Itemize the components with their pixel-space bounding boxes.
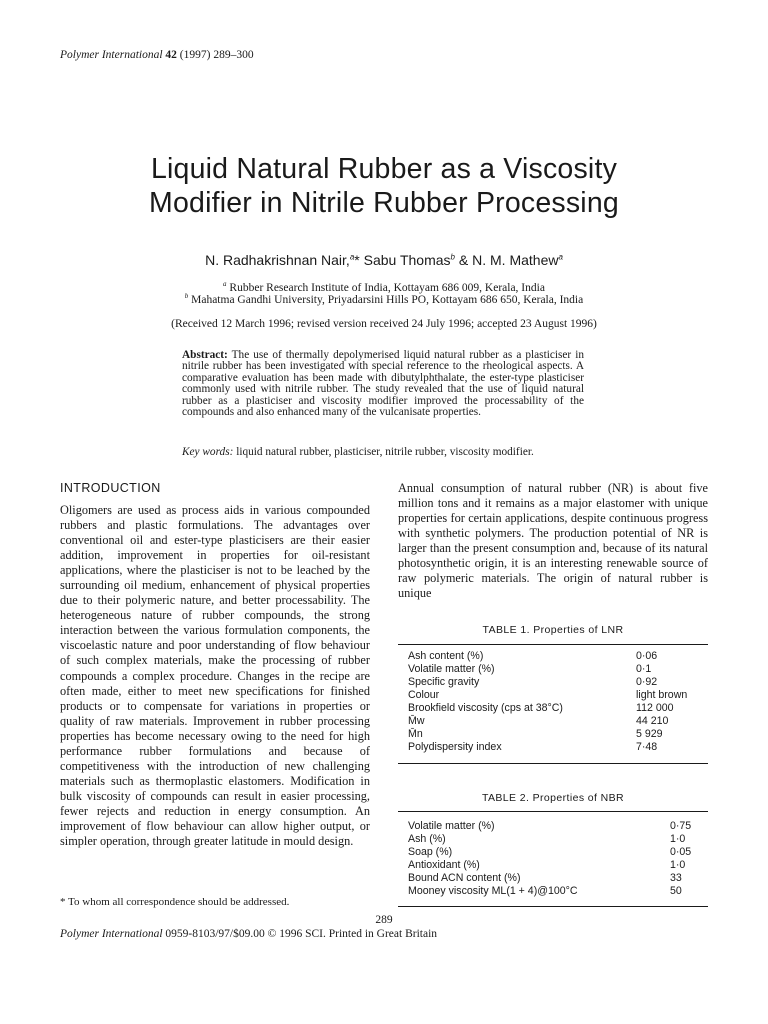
footer-journal: Polymer International — [60, 928, 163, 940]
property-label: M̄n — [408, 728, 423, 740]
affiliation-mark: b — [184, 292, 189, 300]
table-row — [398, 689, 708, 702]
table-row — [398, 833, 708, 846]
property-label: Specific gravity — [408, 676, 480, 688]
table-row — [398, 676, 708, 689]
table-2 — [398, 820, 708, 898]
table-row — [398, 663, 708, 676]
property-label: Volatile matter (%) — [408, 663, 495, 675]
footer-copyright: 0959-8103/97/$09.00 © 1996 SCI. Printed in Great Britain — [165, 928, 438, 940]
table-row — [398, 650, 708, 663]
keywords-text: liquid natural rubber, plasticiser, nitrile rubber, viscosity modifier. — [236, 446, 534, 458]
property-label: Volatile matter (%) — [408, 820, 495, 832]
table-row — [398, 728, 708, 741]
table-row — [398, 859, 708, 872]
corresponding-mark: * — [354, 252, 360, 268]
correspondence-footnote: * To whom all correspondence should be addressed. — [60, 896, 290, 908]
property-label: Polydispersity index — [408, 741, 502, 753]
affiliation-b — [40, 292, 728, 306]
property-label: M̄w — [408, 715, 425, 727]
title-line-1: Liquid Natural Rubber as a Viscosity — [150, 153, 618, 185]
property-value: 0·06 — [636, 650, 658, 662]
property-label: Colour — [408, 689, 440, 701]
table-2-caption: TABLE 2. Properties of NBR — [481, 792, 625, 804]
author-1-affil: a — [349, 252, 355, 262]
property-value: 33 — [670, 872, 682, 884]
affiliation-text: Rubber Research Institute of India, Kottayam 686 009, Kerala, India — [229, 281, 545, 294]
volume-number: 42 — [165, 49, 177, 61]
table-2-bottom-rule — [398, 906, 708, 907]
author-2-affil: b — [450, 252, 455, 262]
intro-paragraph-left: Oligomers are used as process aids in various compounded rubbers and plastic formulations. The advantages over conventional oil and ester-type plasticisers are their easier addition, improvement in properties for oil-resistant applications, where the plasticiser is not to be leached by the surrounding oil medium, enhancement of physical properties due to their polymeric nature, and better processability. The heterogeneous nature of rubber compounds, the strong interaction between the various formulation components, the viscoelastic nature and poor understanding of flow behaviour of such complex materials, make the processing of rubber compounds a complex procedure. Changes in the recipe are often made, either to meet new specifications for finished products or to compensate for variations in properties or quality of raw materials. Improvement in rubber processing properties has become necessary owing to the need for high performance rubber formulations and because of competitiveness with the introduction of new challenging materials such as thermoplastic elastomers. Modification in bulk viscosity of compounds can result in easier processing, fewer rejects and reduction in energy consumption. An improvement of flow behaviour can allow higher output, or simpler operation, through greater latitude in mould design. — [60, 503, 370, 849]
table-row — [398, 702, 708, 715]
author-2: Sabu Thomas — [363, 252, 451, 268]
property-value: 1·0 — [670, 833, 686, 845]
author-list — [40, 252, 728, 268]
property-value: 1·0 — [670, 859, 686, 871]
keywords — [182, 446, 602, 458]
property-value: 0·05 — [670, 846, 692, 858]
property-label: Brookfield viscosity (cps at 38°C) — [408, 702, 563, 714]
running-header — [60, 49, 254, 61]
table-row — [398, 741, 708, 754]
table-1-caption: TABLE 1. Properties of LNR — [482, 624, 624, 636]
property-value: 44 210 — [636, 715, 669, 727]
table-row — [398, 872, 708, 885]
title-line-2: Modifier in Nitrile Rubber Processing — [149, 187, 619, 219]
property-label: Soap (%) — [408, 846, 453, 858]
table-1-bottom-rule — [398, 763, 708, 764]
property-value: 5 929 — [636, 728, 663, 740]
property-label: Mooney viscosity ML(1 + 4)@100°C — [408, 885, 578, 897]
property-label: Ash (%) — [408, 833, 446, 845]
author-3-affil: a — [558, 252, 563, 262]
abstract-label: Abstract: — [182, 349, 228, 361]
property-value: 0·75 — [670, 820, 692, 832]
page-number: 289 — [375, 914, 393, 926]
table-1-top-rule — [398, 644, 708, 645]
table-row — [398, 846, 708, 859]
section-heading: INTRODUCTION — [60, 481, 161, 495]
property-value: light brown — [636, 689, 688, 701]
property-label: Bound ACN content (%) — [408, 872, 521, 884]
table-row — [398, 820, 708, 833]
author-separator: & — [458, 252, 469, 268]
table-2-top-rule — [398, 811, 708, 812]
journal-name: Polymer International — [60, 49, 163, 61]
affiliation-mark: a — [223, 280, 227, 288]
keywords-label: Key words: — [182, 446, 234, 458]
property-label: Antioxidant (%) — [408, 859, 480, 871]
paper-title — [40, 152, 728, 220]
table-row — [398, 715, 708, 728]
table-1 — [398, 650, 708, 754]
page-footer — [60, 928, 437, 940]
property-value: 50 — [670, 885, 682, 897]
received-dates: (Received 12 March 1996; revised version received 24 July 1996; accepted 23 August 1996) — [171, 318, 597, 330]
property-value: 112 000 — [636, 702, 674, 714]
property-label: Ash content (%) — [408, 650, 484, 662]
table-row — [398, 885, 708, 898]
abstract-text: The use of thermally depolymerised liquid natural rubber as a plasticiser in nitrile rubber has been investigated with special reference to the rheological aspects. A comparative evaluation has been made with dibutylphthalate, the ester-type plasticiser commonly used with nitrile rubber. The study revealed that the use of liquid natural rubber as a plasticiser and viscosity modifier improved the processability of the compounds and also enhanced many of the vulcanisate properties. — [182, 349, 584, 419]
issue-pages: (1997) 289–300 — [176, 49, 254, 61]
author-1: N. Radhakrishnan Nair, — [205, 252, 350, 268]
author-3: N. M. Mathew — [472, 252, 559, 268]
property-value: 0·92 — [636, 676, 658, 688]
property-value: 7·48 — [636, 741, 658, 753]
affiliation-text: Mahatma Gandhi University, Priyadarsini Hills PO, Kottayam 686 650, Kerala, India — [191, 293, 584, 306]
abstract — [182, 350, 584, 418]
intro-paragraph-right: Annual consumption of natural rubber (NR) is about five million tons and it remains as a major elastomer with unique properties for certain applications, despite continuous progress with synthetic polymers. The production potential of NR is larger than the present consumption and, because of its natural photosynthetic origin, it is an interesting renewable source of raw polymeric materials. The origin of natural rubber is unique — [398, 481, 708, 601]
property-value: 0·1 — [636, 663, 652, 675]
